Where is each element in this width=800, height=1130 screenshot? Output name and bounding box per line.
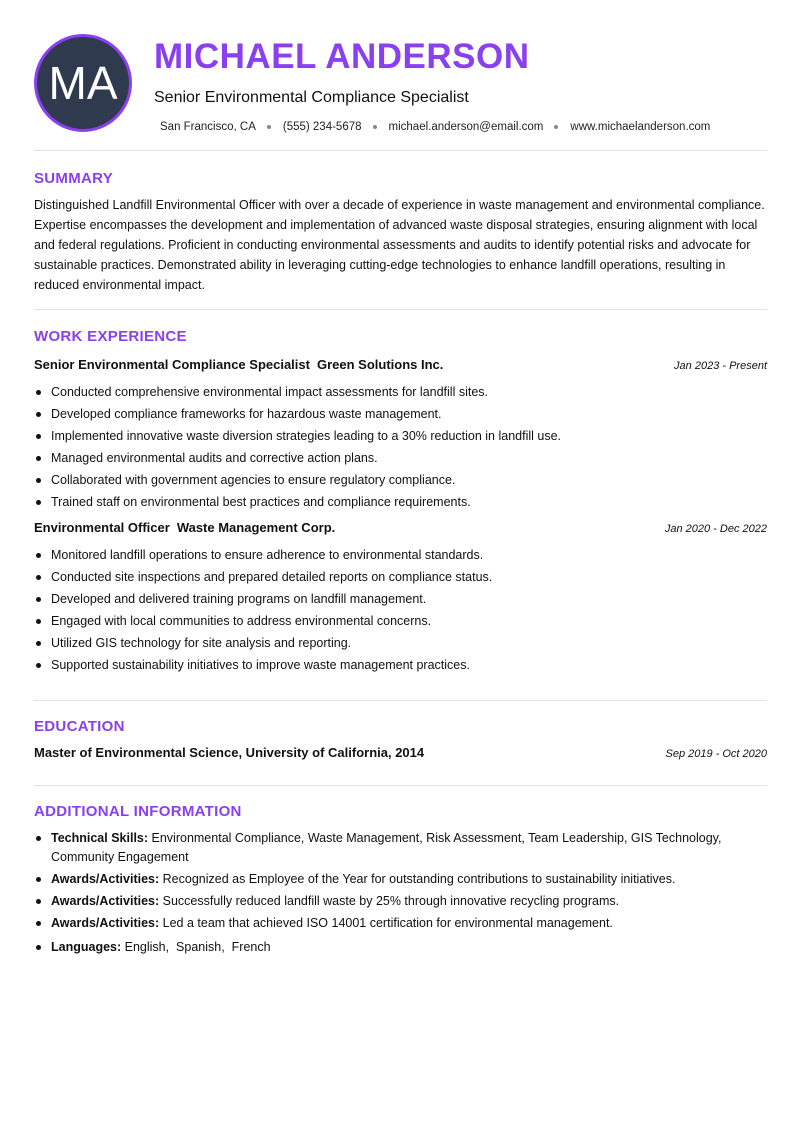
additional-info-section xyxy=(34,786,767,957)
additional-info-list xyxy=(34,829,767,957)
info-label: Awards/Activities: xyxy=(51,894,160,908)
info-label: Technical Skills: xyxy=(51,831,149,845)
avatar-initials: MA xyxy=(48,57,118,109)
list-item: Supported sustainability initiatives to improve waste management practices. xyxy=(34,654,767,676)
job-company: Green Solutions Inc. xyxy=(316,357,444,372)
job-header xyxy=(34,356,767,374)
list-item: Engaged with local communities to address environmental concerns. xyxy=(34,610,767,632)
separator-dot-icon xyxy=(554,125,558,129)
info-label: Languages: xyxy=(51,940,122,954)
contact-phone: (555) 234-5678 xyxy=(282,121,362,133)
work-experience-heading: WORK EXPERIENCE xyxy=(34,328,187,345)
list-item xyxy=(34,870,767,889)
list-item: Collaborated with government agencies to ensure regulatory compliance. xyxy=(34,469,767,491)
job-dates: Jan 2023 - Present xyxy=(674,360,767,372)
list-item: Developed and delivered training programs on landfill management. xyxy=(34,588,767,610)
list-item: Managed environmental audits and corrective action plans. xyxy=(34,447,767,469)
job-role-company xyxy=(34,356,443,374)
list-item xyxy=(34,892,767,911)
candidate-name: MICHAEL ANDERSON xyxy=(154,37,530,76)
job-entry xyxy=(34,519,767,676)
list-item xyxy=(34,914,767,933)
job-bullet-list xyxy=(34,381,767,513)
work-experience-section xyxy=(34,310,767,676)
info-text: Led a team that achieved ISO 14001 certification for environmental management. xyxy=(162,916,613,930)
contact-location: San Francisco, CA xyxy=(160,121,256,133)
info-text: Recognized as Employee of the Year for outstanding contributions to sustainability initiatives. xyxy=(162,872,676,886)
list-item: Conducted site inspections and prepared detailed reports on compliance status. xyxy=(34,566,767,588)
summary-section xyxy=(34,151,767,295)
list-item xyxy=(34,938,767,957)
list-item: Monitored landfill operations to ensure adherence to environmental standards. xyxy=(34,544,767,566)
contact-email: michael.anderson@email.com xyxy=(388,121,544,133)
candidate-title: Senior Environmental Compliance Specialist xyxy=(154,89,469,106)
education-section xyxy=(34,701,767,760)
info-label: Awards/Activities: xyxy=(51,916,160,930)
list-item: Trained staff on environmental best practices and compliance requirements. xyxy=(34,491,767,513)
avatar xyxy=(34,34,132,132)
summary-text: Distinguished Landfill Environmental Officer with over a decade of experience in waste management and environmental compliance. Expertise encompasses the development and implementation of advanced waste disposal strategies, ensuring alignment with local and federal regulations. Proficient in conducting environmental assessments and audits to identify potential risks and advocate for sustainable practices. Demonstrated ability in leveraging cutting-edge technologies to enhance landfill operations, resulting in reduced environmental impact. xyxy=(34,198,765,292)
list-item: Conducted comprehensive environmental impact assessments for landfill sites. xyxy=(34,381,767,403)
education-entry xyxy=(34,745,767,760)
info-text: English, Spanish, French xyxy=(124,940,271,954)
summary-heading: SUMMARY xyxy=(34,170,114,187)
job-role: Senior Environmental Compliance Specialist xyxy=(34,357,310,372)
list-item: Implemented innovative waste diversion strategies leading to a 30% reduction in landfill use. xyxy=(34,425,767,447)
job-role: Environmental Officer xyxy=(34,520,170,535)
additional-info-heading: ADDITIONAL INFORMATION xyxy=(34,803,242,820)
job-company: Waste Management Corp. xyxy=(176,520,336,535)
education-heading: EDUCATION xyxy=(34,718,125,735)
info-label: Awards/Activities: xyxy=(51,872,160,886)
info-text: Successfully reduced landfill waste by 25% through innovative recycling programs. xyxy=(162,894,620,908)
resume-header xyxy=(34,0,767,150)
job-bullet-list xyxy=(34,544,767,676)
job-role-company xyxy=(34,519,335,537)
contact-bar xyxy=(160,121,710,133)
list-item: Utilized GIS technology for site analysis and reporting. xyxy=(34,632,767,654)
education-degree: Master of Environmental Science, University of California, 2014 xyxy=(34,745,425,760)
education-dates: Sep 2019 - Oct 2020 xyxy=(665,748,767,760)
info-text: Environmental Compliance, Waste Management, Risk Assessment, Team Leadership, GIS Technology, Community Engagement xyxy=(51,831,722,864)
separator-dot-icon xyxy=(267,125,271,129)
list-item: Developed compliance frameworks for hazardous waste management. xyxy=(34,403,767,425)
job-entry xyxy=(34,356,767,513)
contact-website: www.michaelanderson.com xyxy=(570,121,711,133)
list-item xyxy=(34,829,767,867)
separator-dot-icon xyxy=(373,125,377,129)
job-header xyxy=(34,519,767,537)
job-dates: Jan 2020 - Dec 2022 xyxy=(664,523,767,535)
